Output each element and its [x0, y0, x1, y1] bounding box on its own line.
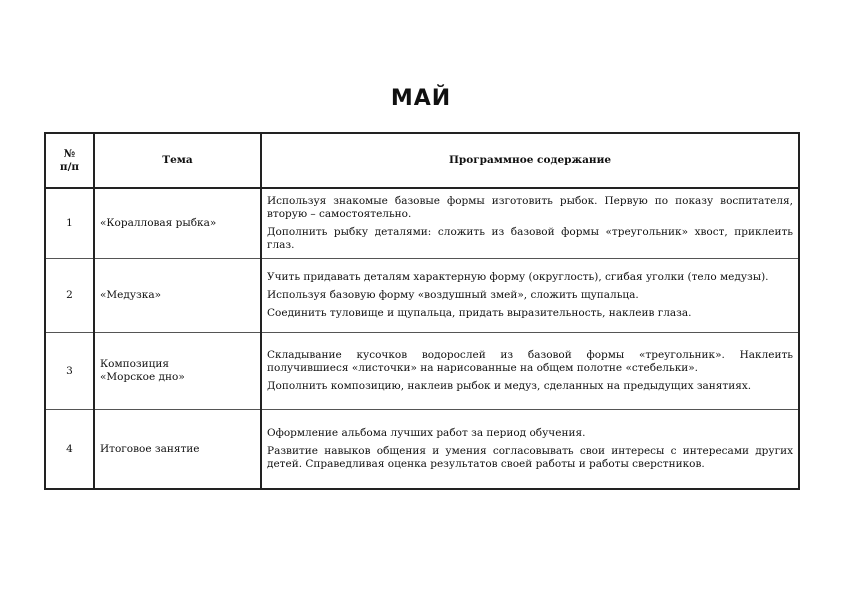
content-paragraph: Развитие навыков общения и умения согласовывать свои интересы с интересами других детей. Справедливая оценка результатов своей работы и работы сверстников. — [267, 445, 793, 470]
row-topic-line: «Коралловая рыбка» — [100, 217, 217, 229]
table-row — [45, 410, 799, 490]
header-number-line1: № — [63, 147, 76, 160]
content-paragraph: Учить придавать деталям характерную форму (округлость), сгибая уголки (тело медузы). — [267, 271, 769, 283]
row-number: 3 — [45, 333, 94, 410]
table-header-row — [45, 133, 799, 188]
row-topic — [94, 410, 261, 490]
content-paragraph: Дополнить композицию, наклеив рыбок и медуз, сделанных на предыдущих занятиях. — [267, 380, 752, 392]
row-number: 4 — [45, 410, 94, 490]
header-number-line2: п/п — [59, 160, 80, 173]
row-content — [261, 259, 799, 333]
row-topic — [94, 188, 261, 259]
page-title: МАЙ — [390, 86, 452, 111]
content-paragraph: Используя знакомые базовые формы изготовить рыбок. Первую по показу воспитателя, вторую – самостоятельно. — [267, 195, 793, 220]
table-row — [45, 259, 799, 333]
content-paragraph: Оформление альбома лучших работ за период обучения. — [267, 427, 586, 439]
content-paragraph: Используя базовую форму «воздушный змей», сложить щупальца. — [267, 289, 639, 301]
row-topic-line: «Медузка» — [100, 289, 162, 301]
row-content — [261, 410, 799, 490]
row-topic-line: Итоговое занятие — [100, 442, 200, 455]
row-number: 2 — [45, 259, 94, 333]
row-topic-line: Композиция — [100, 358, 170, 370]
row-topic-line: «Морское дно» — [100, 371, 185, 383]
content-paragraph: Складывание кусочков водорослей из базовой формы «треугольник». Наклеить получившиеся «листочки» на нарисованные на общем полотне «стебельки». — [267, 349, 793, 374]
header-content: Программное содержание — [261, 133, 799, 188]
header-topic: Тема — [94, 133, 261, 188]
row-topic — [94, 333, 261, 410]
content-paragraph: Дополнить рыбку деталями: сложить из базовой формы «треугольник» хвост, приклеить глаз. — [267, 226, 793, 251]
row-content — [261, 188, 799, 259]
row-topic — [94, 259, 261, 333]
row-content — [261, 333, 799, 410]
content-paragraph: Соединить туловище и щупальца, придать выразительность, наклеив глаза. — [267, 307, 692, 319]
row-number: 1 — [45, 188, 94, 259]
table-row — [45, 333, 799, 410]
program-table — [44, 132, 800, 490]
header-number — [45, 133, 94, 188]
table-row — [45, 188, 799, 259]
